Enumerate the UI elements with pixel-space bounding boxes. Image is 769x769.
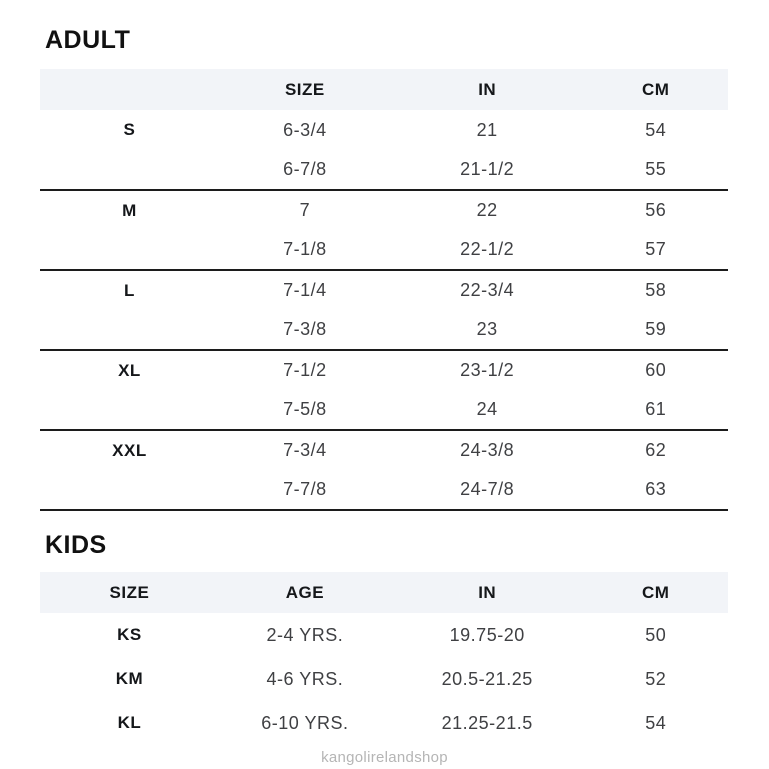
cm-cell: 54 [645, 712, 667, 733]
in-cell: 22-3/4 [460, 280, 515, 300]
kids-section-title: KIDS [45, 531, 107, 559]
kids-header-row [40, 572, 728, 613]
in-cell: 22-1/2 [391, 230, 584, 270]
size-group-label [40, 470, 219, 510]
cm-cell: 55 [584, 150, 729, 190]
cm-cell: 59 [584, 310, 729, 350]
size-group-label [40, 310, 219, 350]
size-group-label: XXL [112, 440, 147, 460]
size-group-label: L [123, 280, 135, 300]
table-row [40, 110, 728, 150]
size-group-label: XL [118, 360, 141, 380]
cm-cell: 62 [645, 440, 667, 460]
table-row [40, 657, 728, 701]
table-row [40, 701, 728, 745]
size-cell: 6-7/8 [219, 150, 391, 190]
table-row [40, 350, 728, 390]
size-group-label [40, 150, 219, 190]
column-header-size: SIZE [219, 69, 391, 110]
size-cell: 7-1/2 [283, 360, 327, 380]
size-group-label: S [123, 120, 136, 139]
size-cell: 7-7/8 [219, 470, 391, 510]
cm-cell: 58 [645, 280, 667, 300]
table-row [40, 270, 728, 310]
cm-cell: 60 [645, 360, 667, 380]
column-header-blank [40, 69, 219, 110]
column-header-in: IN [391, 69, 584, 110]
column-header-age: AGE [219, 572, 391, 613]
size-cell: 7-3/8 [219, 310, 391, 350]
cm-cell: 61 [584, 390, 729, 430]
table-row [40, 430, 728, 470]
table-row [40, 613, 728, 657]
age-cell: 6-10 YRS. [261, 712, 349, 733]
table-row [40, 310, 728, 350]
in-cell: 21 [476, 119, 498, 140]
size-group-label [40, 230, 219, 270]
in-cell: 21-1/2 [391, 150, 584, 190]
watermark-text: kangolirelandshop [321, 749, 448, 766]
column-header-in: IN [391, 572, 584, 613]
kids-size-table [40, 572, 728, 745]
adult-header-row [40, 69, 728, 110]
size-group-label: KS [117, 625, 142, 644]
adult-size-table [40, 69, 728, 511]
cm-cell: 63 [584, 470, 729, 510]
in-cell: 23 [391, 310, 584, 350]
size-group-label: KL [117, 713, 142, 732]
age-cell: 4-6 YRS. [266, 668, 344, 689]
in-cell: 24-3/8 [460, 440, 515, 460]
size-group-label: M [122, 200, 137, 220]
in-cell: 19.75-20 [449, 624, 525, 645]
in-cell: 24 [391, 390, 584, 430]
table-row [40, 390, 728, 430]
column-header-cm: CM [584, 572, 729, 613]
size-cell: 7-3/4 [283, 440, 327, 460]
age-cell: 2-4 YRS. [266, 624, 344, 645]
cm-cell: 54 [645, 119, 667, 140]
in-cell: 23-1/2 [460, 360, 515, 380]
table-row [40, 150, 728, 190]
in-cell: 24-7/8 [391, 470, 584, 510]
cm-cell: 56 [645, 200, 667, 220]
column-header-size: SIZE [40, 572, 219, 613]
column-header-cm: CM [584, 69, 729, 110]
size-group-label [40, 390, 219, 430]
table-row [40, 190, 728, 230]
size-cell: 6-3/4 [283, 119, 327, 140]
table-row [40, 470, 728, 510]
adult-section-title: ADULT [45, 26, 131, 54]
in-cell: 22 [476, 200, 498, 220]
size-cell: 7-1/8 [219, 230, 391, 270]
cm-cell: 57 [584, 230, 729, 270]
in-cell: 20.5-21.25 [441, 668, 533, 689]
size-cell: 7 [299, 200, 311, 220]
size-cell: 7-1/4 [283, 280, 327, 300]
cm-cell: 52 [645, 668, 667, 689]
size-cell: 7-5/8 [219, 390, 391, 430]
size-group-label: KM [115, 669, 144, 688]
table-row [40, 230, 728, 270]
cm-cell: 50 [645, 624, 667, 645]
in-cell: 21.25-21.5 [441, 712, 533, 733]
